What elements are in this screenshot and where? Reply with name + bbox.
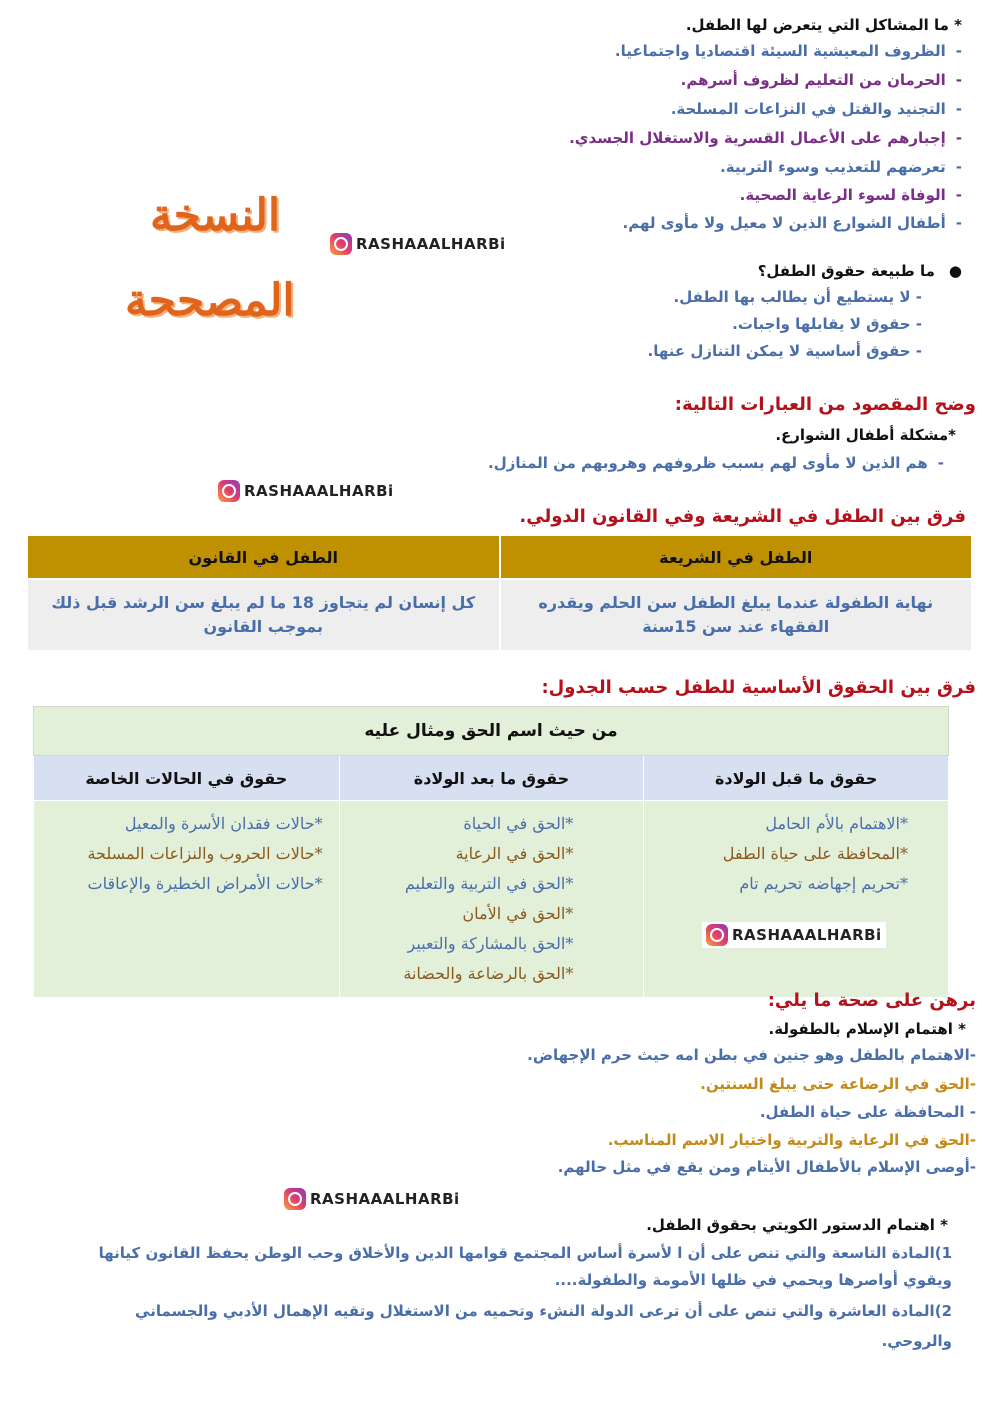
definition: -هم الذين لا مأوى لهم بسبب ظروفهم وهروبهم من المنازل. <box>488 454 944 472</box>
list-item: *الحق بالرضاعة والحضانة <box>403 964 574 983</box>
article-text: ويقوي أواصرها ويحمي في ظلها الأمومة والطفولة.... <box>554 1271 952 1289</box>
article-text: والتي تنص على أن ا لأسرة أساس المجتمع قوامها الدين والأخلاق وحب الوطن يحفظ القانون كيانها <box>98 1244 827 1262</box>
special-cases-cell <box>34 801 340 998</box>
instagram-icon <box>218 480 240 502</box>
point: * اهتمام الإسلام بالطفولة. <box>768 1020 966 1038</box>
list-item: *الحق في الحياة <box>463 814 574 833</box>
list-item: -أطفال الشوارع الذين لا معيل ولا مأوى لهم. <box>622 214 962 232</box>
instagram-icon <box>706 924 728 946</box>
list-item: -الحق في الرضاعة حتى يبلغ السنتين. <box>700 1075 976 1093</box>
question-problems: * ما المشاكل التي يتعرض لها الطفل. <box>685 16 962 34</box>
section-proofs <box>26 990 976 1180</box>
list-item: -الحرمان من التعليم لظروف أسرهم. <box>680 71 962 89</box>
table-header: الطفل في القانون <box>27 535 500 579</box>
before-birth-cell <box>644 801 949 998</box>
list-item: -تعرضهم للتعذيب وسوء التربية. <box>720 158 962 176</box>
section-title: فرق بين الطفل في الشريعة وفي القانون الدولي. <box>519 506 966 527</box>
article-text: والتي تنص على أن ترعى الدولة النشء وتحميه من الاستغلال وتقيه الإهمال الأدبي والجسماني <box>135 1302 824 1320</box>
point: * اهتمام الدستور الكويتي بحقوق الطفل. <box>646 1216 948 1234</box>
list-item: *تحريم إجهاضه تحريم تام <box>739 874 908 893</box>
table-header: الطفل في الشريعة <box>500 535 973 579</box>
instagram-icon <box>284 1188 306 1210</box>
article-text: والروحي. <box>881 1332 952 1350</box>
list-item: *حالات الأمراض الخطيرة والإعاقات <box>87 874 323 893</box>
article-ten <box>135 1302 952 1320</box>
list-item: -الحق في الرعاية والتربية واختيار الاسم المناسب. <box>607 1131 976 1149</box>
list-item: -الظروف المعيشية السيئة اقتصاديا واجتماعيا. <box>614 42 962 60</box>
list-item: - حقوق أساسية لا يمكن التنازل عنها. <box>647 342 922 360</box>
list-item: *حالات فقدان الأسرة والمعيل <box>124 814 323 833</box>
article-label: 1)المادة التاسعة <box>831 1244 952 1262</box>
corrected-version-stamp-line2: المصححة <box>125 275 295 326</box>
section-title: برهن على صحة ما يلي: <box>767 990 976 1011</box>
list-item: - المحافظة على حياة الطفل. <box>759 1103 976 1121</box>
after-birth-cell <box>339 801 644 998</box>
list-item: -إجبارهم على الأعمال القسرية والاستغلال الجسدي. <box>569 129 962 147</box>
question-nature: ●ما طبيعة حقوق الطفل؟ <box>757 262 962 280</box>
brand-watermark: RASHAAALHARBi <box>330 233 506 255</box>
column-header: حقوق ما بعد الولادة <box>339 756 644 801</box>
article-label: 2)المادة العاشرة <box>828 1302 952 1320</box>
list-item: *الحق في التربية والتعليم <box>404 874 574 893</box>
sharia-law-table <box>26 534 973 652</box>
corrected-version-stamp-line1: النسخة <box>150 190 281 241</box>
list-item: - حقوق لا يقابلها واجبات. <box>732 315 922 333</box>
list-item: - لا يستطيع أن يطالب بها الطفل. <box>673 288 922 306</box>
list-item: *حالات الحروب والنزاعات المسلحة <box>87 844 323 863</box>
list-item: *المحافظة على حياة الطفل <box>722 844 908 863</box>
list-item: -الوفاة لسوء الرعاية الصحية. <box>739 186 962 204</box>
list-item: *الحق في الأمان <box>462 904 574 923</box>
list-item: -التجنيد والقتل في النزاعات المسلحة. <box>670 100 962 118</box>
section-title: وضح المقصود من العبارات التالية: <box>674 394 976 415</box>
table-cell: كل إنسان لم يتجاوز 18 ما لم يبلغ سن الرشد قبل ذلك بموجب القانون <box>27 579 500 651</box>
column-header: حقوق ما قبل الولادة <box>644 756 949 801</box>
column-header: حقوق في الحالات الخاصة <box>34 756 340 801</box>
section-definitions <box>76 394 976 484</box>
term: *مشكلة أطفال الشوارع. <box>775 426 956 444</box>
section-nature <box>462 260 962 370</box>
list-item: *الاهتمام بالأم الحامل <box>765 814 908 833</box>
table-cell: نهاية الطفولة عندما يبلغ الطفل سن الحلم ويقدره الفقهاء عند سن 15سنة <box>500 579 973 651</box>
bullet-icon: ● <box>948 262 962 280</box>
list-item: -أوصى الإسلام بالأطفال الأيتام ومن يقع في مثل حالهم. <box>557 1158 976 1176</box>
list-item: *الحق بالمشاركة والتعبير <box>407 934 574 953</box>
instagram-icon <box>330 233 352 255</box>
list-item: -الاهتمام بالطفل وهو جنين في بطن امه حيث حرم الإجهاض. <box>527 1046 976 1064</box>
section-constitution <box>52 1216 952 1366</box>
table-header: من حيث اسم الحق ومثال عليه <box>34 707 949 756</box>
brand-watermark: RASHAAALHARBi <box>284 1188 460 1210</box>
brand-watermark: RASHAAALHARBi <box>218 480 394 502</box>
brand-watermark: RASHAAALHARBi <box>702 922 886 948</box>
list-item: *الحق في الرعاية <box>455 844 574 863</box>
section-title: فرق بين الحقوق الأساسية للطفل حسب الجدول: <box>541 677 976 698</box>
rights-table <box>33 706 949 998</box>
article-nine <box>99 1244 952 1262</box>
